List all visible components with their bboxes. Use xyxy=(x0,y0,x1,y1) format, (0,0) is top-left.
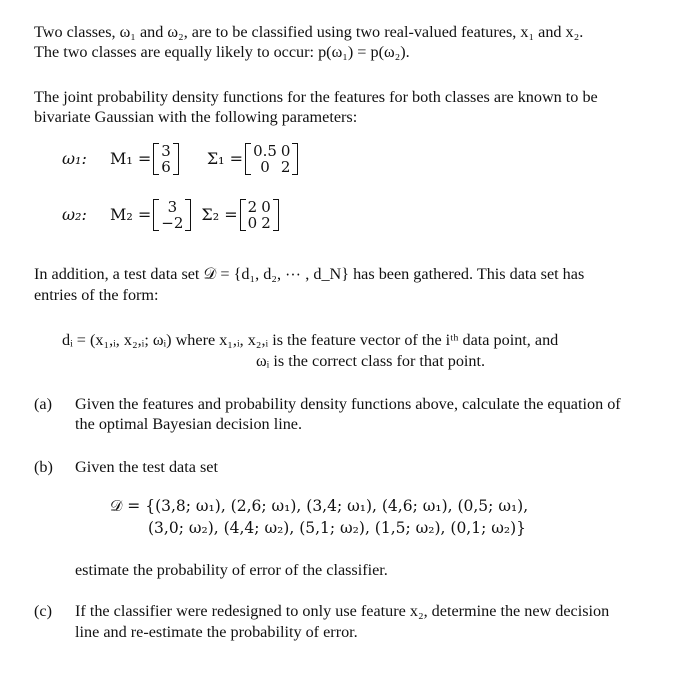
class1-cov-22: 2 xyxy=(280,158,291,176)
entry-line-1: dᵢ = (x₁,ᵢ, x₂,ᵢ; ωᵢ) where x₁,ᵢ, x₂,ᵢ is the feature vector of the iᵗʰ data point, and xyxy=(62,331,559,349)
class1-cov-21: 0 xyxy=(260,158,270,176)
dataset-line-1: In addition, a test data set 𝒟 = {d₁, d₂, ⋯ , d_N} has been gathered. This data set has xyxy=(34,265,585,283)
class2-mean-name: M₂ = xyxy=(110,205,152,224)
class2-label: ω₂: xyxy=(62,205,87,224)
class2-mean-1: 3 xyxy=(167,198,178,216)
class1-mean-1: 3 xyxy=(161,142,171,160)
part-b-set-line-2: (3,0; ω₂), (4,4; ω₂), (5,1; ω₂), (1,5; ω₂), (0,1; ω₂)} xyxy=(148,519,527,537)
class1-mean-vector xyxy=(153,143,179,175)
part-a-line-2: the optimal Bayesian decision line. xyxy=(75,415,303,433)
part-b-outro: estimate the probability of error of the classifier. xyxy=(75,561,388,579)
part-c-line-2: line and re-estimate the probability of error. xyxy=(75,623,358,641)
class1-mean-name: M₁ = xyxy=(110,149,152,168)
class1-mean-2: 6 xyxy=(161,158,171,176)
class2-mean-vector xyxy=(153,199,191,231)
part-a-line-1: Given the features and probability density functions above, calculate the equation of xyxy=(75,395,621,413)
class1-cov-12: 0 xyxy=(280,142,291,160)
class2-cov-22: 2 xyxy=(261,214,271,232)
part-b-marker: (b) xyxy=(34,458,53,476)
class2-cov-11: 2 xyxy=(247,198,258,216)
intro-line-2: The two classes are equally likely to occur: p(ω₁) = p(ω₂). xyxy=(34,43,410,61)
class1-cov-matrix xyxy=(245,143,298,175)
intro-line-1: Two classes, ω₁ and ω₂, are to be classified using two real-valued features, x₁ and x₂. xyxy=(34,23,584,41)
class2-cov-matrix xyxy=(240,199,279,231)
part-a-marker: (a) xyxy=(34,395,52,413)
dataset-line-2: entries of the form: xyxy=(34,286,159,304)
class2-cov-12: 0 xyxy=(261,198,271,216)
class2-cov-21: 0 xyxy=(247,214,258,232)
joint-line-1: The joint probability density functions for the features for both classes are known to be xyxy=(34,88,598,106)
joint-line-2: bivariate Gaussian with the following parameters: xyxy=(34,108,358,126)
class1-cov-11: 0.5 xyxy=(253,142,277,160)
class2-mean-2: −2 xyxy=(161,214,184,232)
part-b-set-line-1: 𝒟 = {(3,8; ω₁), (2,6; ω₁), (3,4; ω₁), (4,6; ω₁), (0,5; ω₁), xyxy=(110,497,529,515)
part-b-intro: Given the test data set xyxy=(75,458,218,476)
class1-cov-name: Σ₁ = xyxy=(206,149,244,168)
entry-line-2: ωᵢ is the correct class for that point. xyxy=(256,352,486,370)
class1-label: ω₁: xyxy=(62,149,87,168)
class2-cov-name: Σ₂ = xyxy=(201,205,238,224)
part-c-line-1: If the classifier were redesigned to only use feature x₂, determine the new decision xyxy=(75,602,610,620)
class2-params xyxy=(62,199,281,231)
part-c-marker: (c) xyxy=(34,602,52,620)
class1-params xyxy=(62,143,300,175)
